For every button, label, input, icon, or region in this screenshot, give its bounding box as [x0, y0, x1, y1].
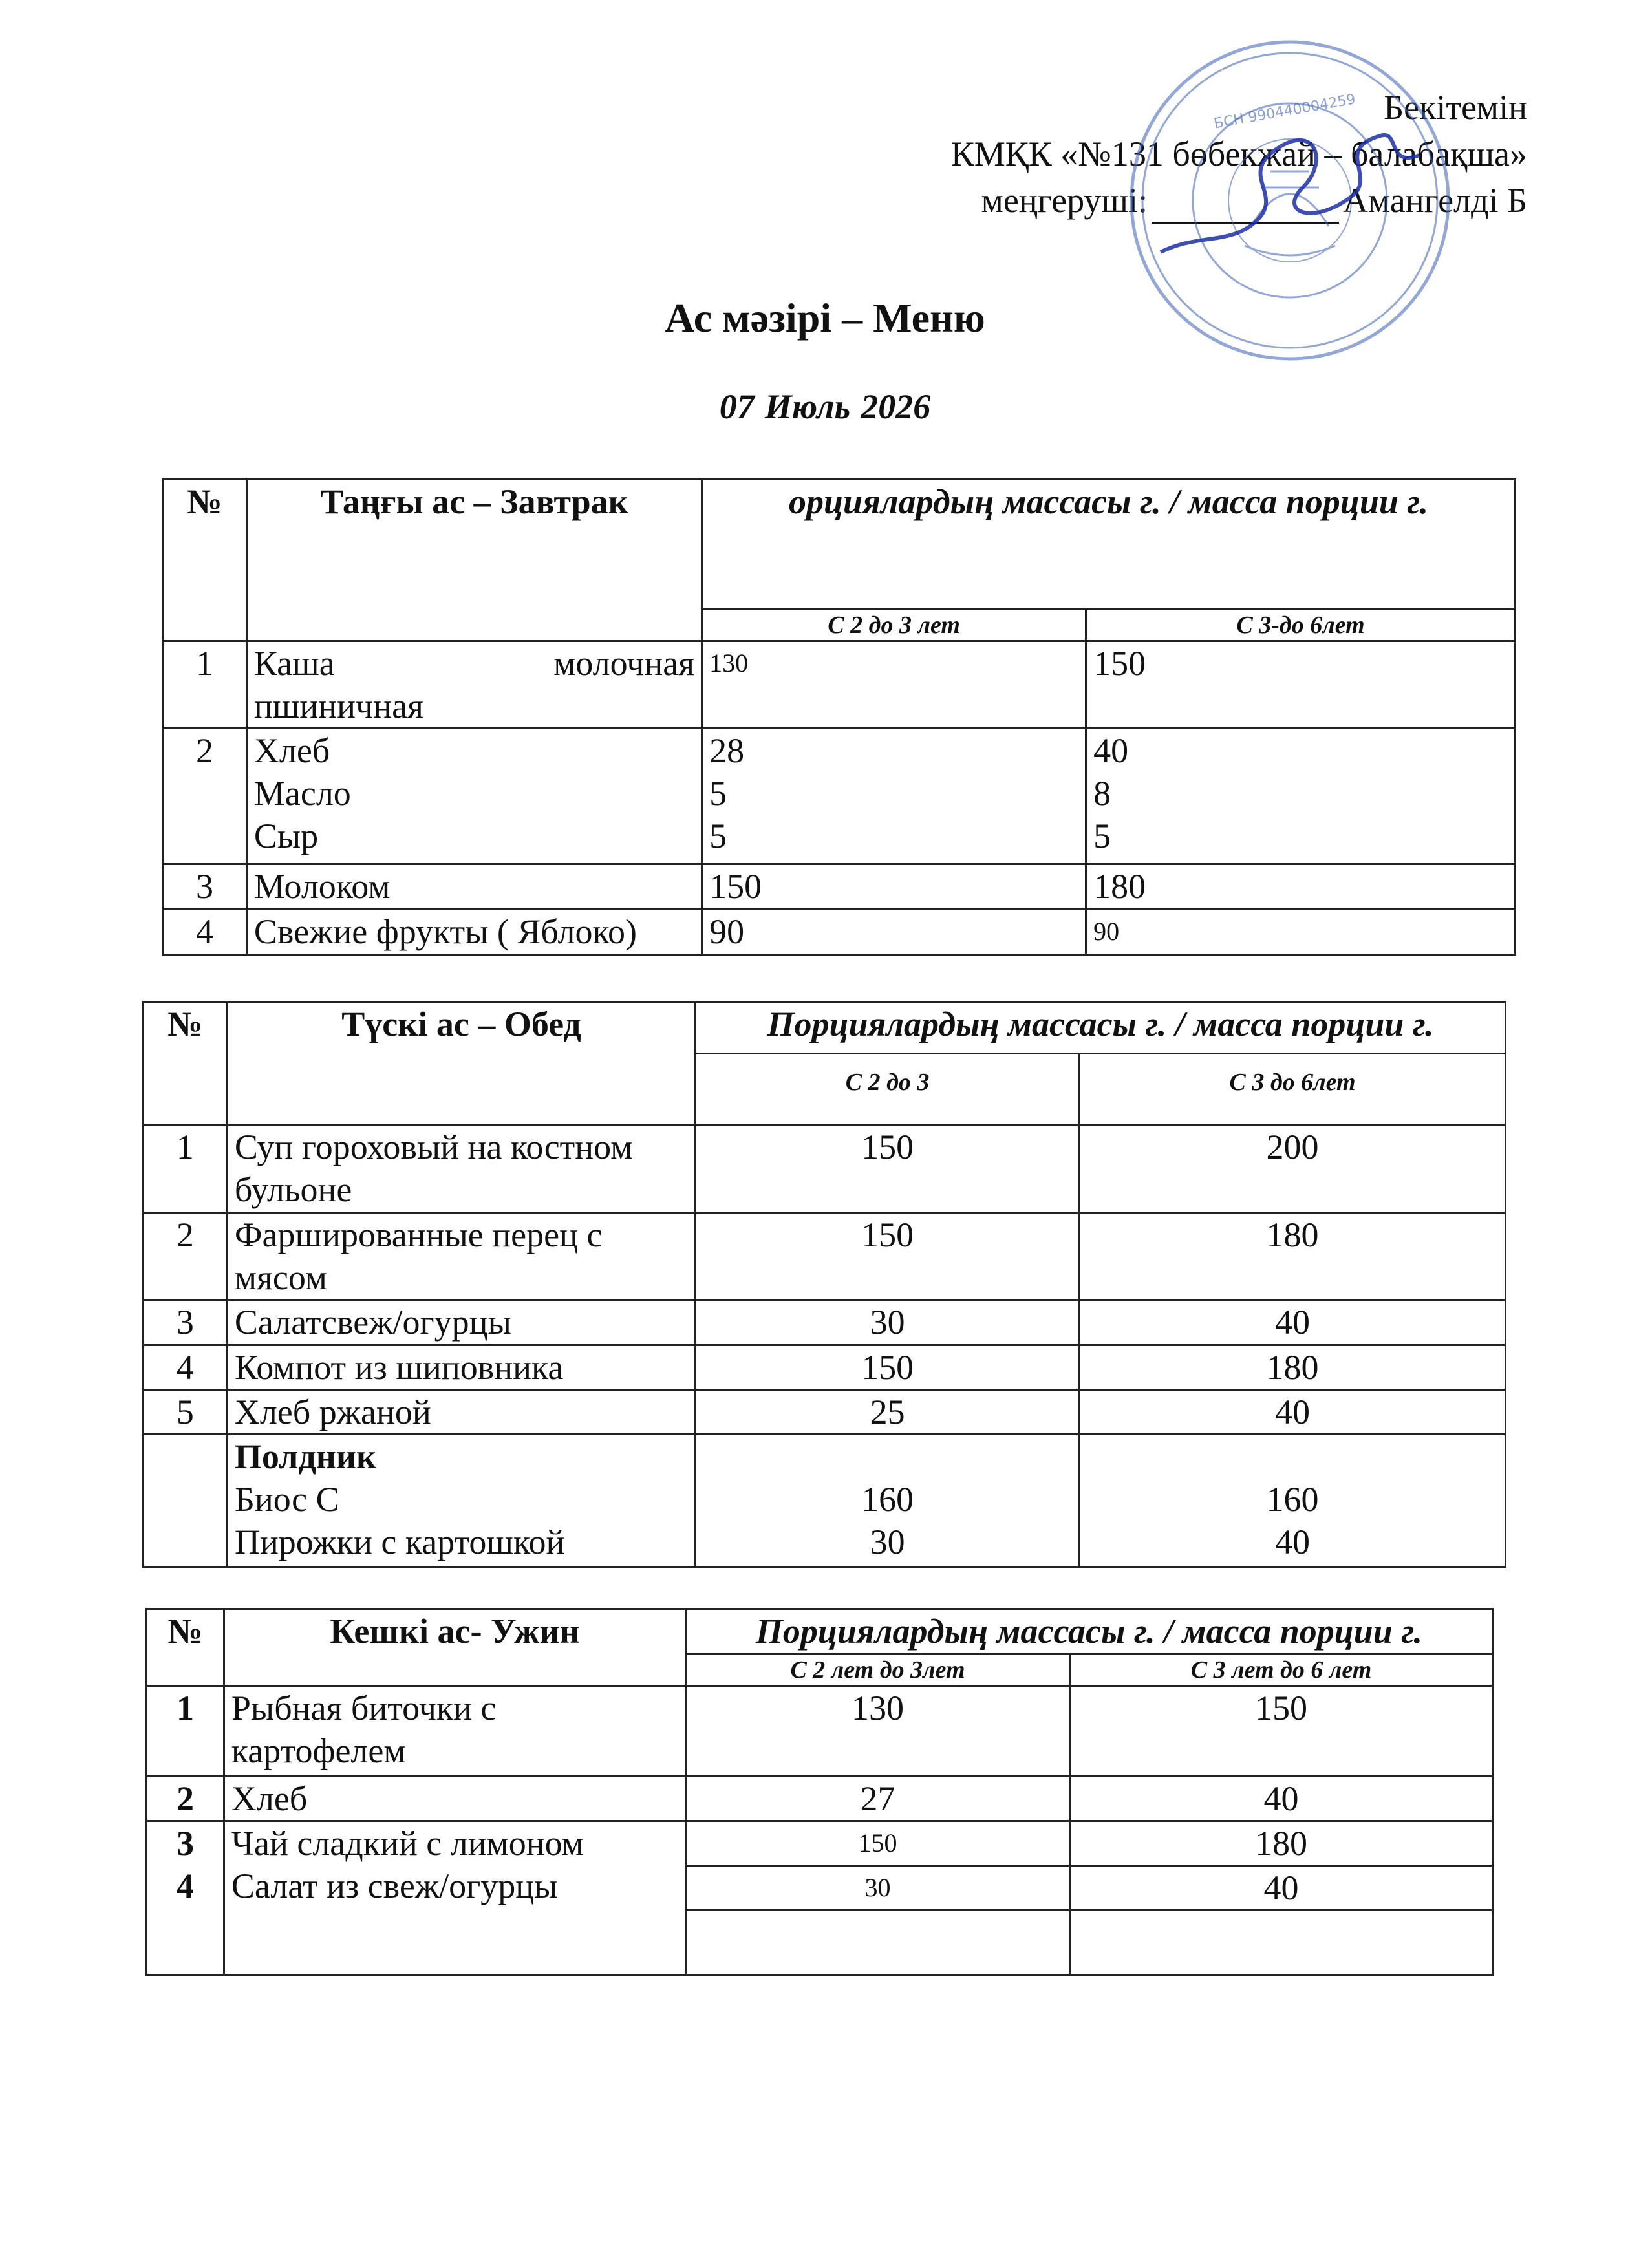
portion-values: [1086, 729, 1516, 864]
portion-value: 150: [1086, 641, 1516, 729]
portion-value: 150: [1070, 1686, 1493, 1777]
portion-value: 150: [696, 1213, 1080, 1300]
portion-value: 40: [1070, 1866, 1493, 1910]
snack-list: [227, 1435, 695, 1567]
dish-name: Свежие фрукты ( Яблоко): [246, 910, 702, 955]
portion-value: 150: [696, 1125, 1080, 1213]
col-mass-header: Порциялардың массасы г. / масса порции г.: [685, 1609, 1492, 1654]
age-group-1: С 2 лет до 3лет: [685, 1654, 1069, 1686]
dish-name: Фаршированные перец с мясом: [227, 1213, 695, 1300]
table-row: [147, 1821, 1493, 1866]
age-group-1: С 2 до 3: [696, 1054, 1080, 1125]
portion-value: 130: [685, 1686, 1069, 1777]
portion-value: 25: [696, 1390, 1080, 1435]
institution-name: КМҚК «№131 бөбекжай – балабақша»: [950, 134, 1527, 173]
portion-value: 5: [1093, 817, 1111, 855]
row-number: 3: [176, 1824, 194, 1863]
dish-name: Салатсвеж/огурцы: [227, 1300, 695, 1345]
portion-value: 40: [1070, 1777, 1493, 1821]
portion-value: 8: [1093, 774, 1111, 813]
dish-name: Хлеб ржаной: [227, 1390, 695, 1435]
age-group-1: С 2 до 3 лет: [702, 609, 1086, 641]
portion-value: 40: [1093, 731, 1129, 770]
dish-name: Хлеб: [224, 1777, 685, 1821]
row-number: 1: [144, 1125, 228, 1213]
row-number: 1: [147, 1686, 224, 1777]
age-group-2: С 3 лет до 6 лет: [1070, 1654, 1493, 1686]
portion-value: 30: [870, 1523, 905, 1561]
col-mass-header: орциялардың массасы г. / масса порции г.: [702, 480, 1516, 609]
portion-value: 160: [1266, 1480, 1319, 1519]
table-row: [163, 729, 1516, 864]
dish-word: молочная: [553, 644, 695, 683]
portion-values: [1080, 1435, 1506, 1567]
portion-value: 5: [709, 817, 727, 855]
row-number-empty: [144, 1435, 228, 1567]
col-number-header: №: [147, 1609, 224, 1686]
page-title: Ас мәзірі – Меню: [665, 295, 985, 341]
snack-row: [144, 1435, 1506, 1567]
row-number: 2: [147, 1777, 224, 1821]
row-number: 2: [144, 1213, 228, 1300]
dish-list: [224, 1821, 685, 1975]
col-meal-header: Таңғы ас – Завтрак: [246, 480, 702, 641]
dish-name: [246, 641, 702, 729]
portion-values: [696, 1435, 1080, 1567]
dish-item: Пирожки с картошкой: [234, 1523, 565, 1561]
portion-value: 40: [1080, 1300, 1506, 1345]
dish-name: Рыбная биточки с картофелем: [224, 1686, 685, 1777]
row-numbers: [147, 1821, 224, 1975]
dish-name: Суп гороховый на костном бульоне: [227, 1125, 695, 1213]
col-mass-header: Порциялардың массасы г. / масса порции г.: [696, 1002, 1506, 1054]
row-number: 3: [163, 864, 247, 910]
col-number-header: №: [144, 1002, 228, 1125]
portion-value: 180: [1086, 864, 1516, 910]
portion-value: 180: [1070, 1821, 1493, 1866]
empty-cell: [1070, 1910, 1493, 1975]
snack-title: Полдник: [234, 1437, 377, 1476]
menu-date: [0, 387, 1650, 427]
dish-word: Каша: [253, 644, 335, 683]
portion-value: 180: [1080, 1345, 1506, 1390]
table-row: [144, 1300, 1506, 1345]
dish-item: Биос С: [234, 1480, 339, 1519]
table-row: [147, 1777, 1493, 1821]
table-row: [144, 1125, 1506, 1213]
date-day: 07: [719, 387, 755, 426]
table-row: [147, 1686, 1493, 1777]
table-row: [163, 864, 1516, 910]
row-number: 1: [163, 641, 247, 729]
table-row: [144, 1390, 1506, 1435]
dish-name: Компот из шиповника: [227, 1345, 695, 1390]
portion-value: 150: [702, 864, 1086, 910]
portion-value: 27: [685, 1777, 1069, 1821]
row-number: 5: [144, 1390, 228, 1435]
dish-item: Чай сладкий с лимоном: [231, 1824, 584, 1863]
col-meal-header: Түскі ас – Обед: [227, 1002, 695, 1125]
portion-value: 30: [696, 1300, 1080, 1345]
head-name: Амангелді Б: [1342, 181, 1527, 220]
portion-value: 150: [685, 1821, 1069, 1866]
portion-value: 130: [702, 641, 1086, 729]
portion-value: 30: [685, 1866, 1069, 1910]
age-group-2: С 3 до 6лет: [1080, 1054, 1506, 1125]
portion-value: 40: [1275, 1523, 1311, 1561]
dish-item: Салат из свеж/огурцы: [231, 1867, 558, 1905]
portion-values: [702, 729, 1086, 864]
dish-list: [246, 729, 702, 864]
portion-value: 5: [709, 774, 727, 813]
row-number: 4: [163, 910, 247, 955]
portion-value: 180: [1080, 1213, 1506, 1300]
dish-word: пшиничная: [253, 687, 423, 725]
portion-value: 200: [1080, 1125, 1506, 1213]
stamp-id-text: БСН 990440004259: [1212, 91, 1357, 133]
lunch-table: [142, 1001, 1506, 1568]
portion-value: 160: [861, 1480, 914, 1519]
row-number: 4: [176, 1867, 194, 1905]
dish-item: Масло: [253, 774, 351, 813]
head-label: меңгеруші:: [981, 181, 1148, 220]
dinner-table: [145, 1608, 1494, 1976]
age-group-2: С 3-до 6лет: [1086, 609, 1516, 641]
row-number: 3: [144, 1300, 228, 1345]
portion-value: 90: [702, 910, 1086, 955]
date-year: 2026: [861, 387, 931, 426]
portion-value: 90: [1086, 910, 1516, 955]
portion-value: 40: [1080, 1390, 1506, 1435]
row-number: 4: [144, 1345, 228, 1390]
breakfast-table: [162, 478, 1516, 956]
portion-value: 28: [709, 731, 745, 770]
portion-value: 150: [696, 1345, 1080, 1390]
date-month: Июль: [764, 387, 851, 426]
table-row: [144, 1213, 1506, 1300]
dish-name: Молоком: [246, 864, 702, 910]
row-number: 2: [163, 729, 247, 864]
table-row: [163, 641, 1516, 729]
dish-item: Сыр: [253, 817, 319, 855]
col-meal-header: Кешкі ас- Ужин: [224, 1609, 685, 1686]
dish-item: Хлеб: [253, 731, 330, 770]
table-row: [144, 1345, 1506, 1390]
col-number-header: №: [163, 480, 247, 641]
table-row: [163, 910, 1516, 955]
empty-cell: [685, 1910, 1069, 1975]
approval-title: Бекітемін: [1384, 88, 1527, 127]
